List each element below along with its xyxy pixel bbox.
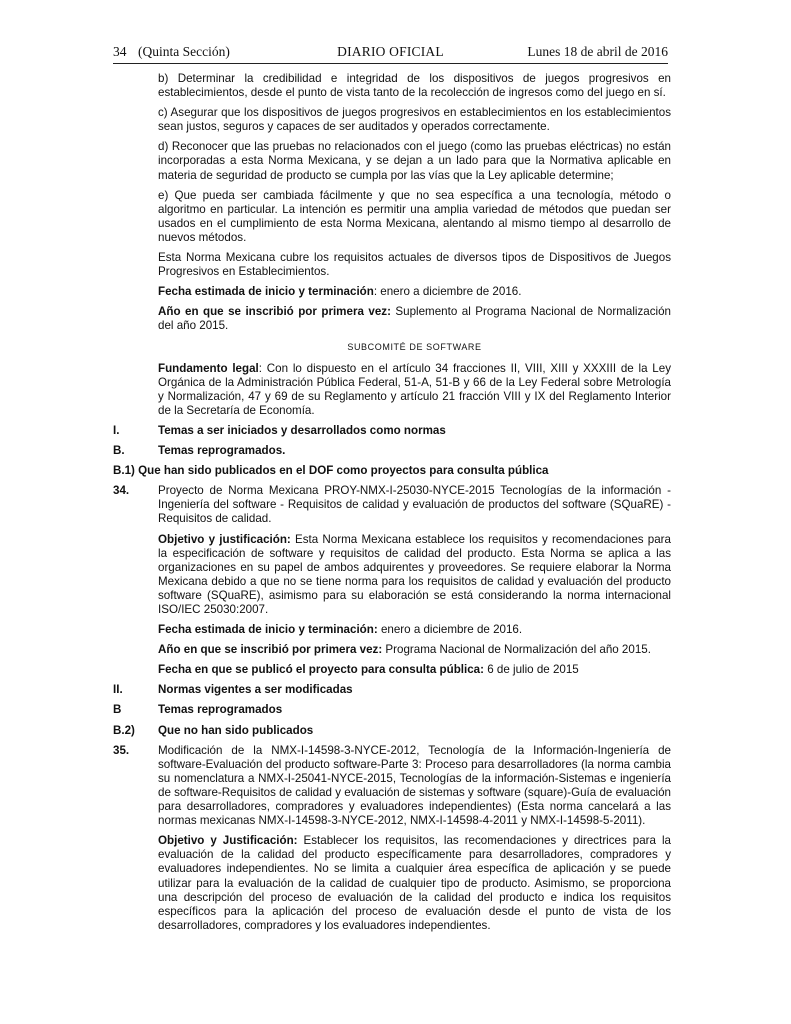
anio-label: Año en que se inscribió por primera vez: xyxy=(158,643,383,657)
section-title: Normas vigentes a ser modificadas xyxy=(158,683,353,697)
item-34 xyxy=(113,484,671,526)
section-b2-heading xyxy=(113,724,671,738)
objetivo-value: Establecer los requisitos, las recomendaciones y directrices para la evaluación de la calidad del producto específicamente para desarrolladores, compradores y evaluadores independientes. No se limita a cualquier área específica de aplicación y se puede utilizar para la evaluación de la calidad de cualquier tipo de producto. Asimismo, se proporciona una descripción del proceso de evaluación de la calidad del producto e indica los requisitos específicos para la aplicación del proceso de evaluación desde el punto de vista de los desarrolladores, compradores y los evaluadores independientes. xyxy=(158,834,671,932)
anio-value: Suplemento al Programa Nacional de Normalización del año 2015. xyxy=(158,305,672,333)
item-number: 35. xyxy=(113,743,130,757)
anio-label: Año en que se inscribió por primera vez: xyxy=(158,305,391,319)
paragraph-anio-inscripcion xyxy=(113,305,671,333)
paragraph-fundamento xyxy=(113,362,671,418)
section-number: B.2) xyxy=(113,723,135,737)
paragraph-publicacion-34 xyxy=(113,663,671,677)
section-number: I. xyxy=(113,423,120,437)
item-title: Modificación de la NMX-I-14598-3-NYCE-2012, Tecnología de la Información-Ingeniería de software-Evaluación del producto software-Parte 3: Proceso para desarrolladores (la norma cambia su nomenclatura a NMX-I-25041-NYCE-2015, Tecnologías de la información-Sistemas e ingeniería de software-Requisitos de calidad y evaluación de sistemas y software (square)-Guía de evaluación para desarrolladores, compradores y evaluadores independientes) (Esta norma cancelará a las normas mexicanas NMX-I-14598-3-NYCE-2012, NMX-I-14598-4-2011 y NMX-I-14598-5-2011). xyxy=(158,743,671,828)
objetivo-label: Objetivo y Justificación: xyxy=(158,834,298,848)
section-number: B. xyxy=(113,444,125,458)
section-title: Temas reprogramados. xyxy=(158,444,286,458)
header-page-number: 34 xyxy=(113,44,127,59)
header-title: DIARIO OFICIAL xyxy=(337,44,444,59)
document-body xyxy=(113,72,671,939)
section-b1-heading: B.1) Que han sido publicados en el DOF como proyectos para consulta pública xyxy=(113,464,549,478)
item-number: 34. xyxy=(113,484,130,498)
section-title: Que no han sido publicados xyxy=(158,723,314,737)
paragraph-b: b) Determinar la credibilidad e integridad de los dispositivos de juegos progresivos en establecimientos, desde el punto de vista tanto de la recolección de ingresos como del juego en sí. xyxy=(158,72,671,100)
paragraph-fecha-34 xyxy=(113,623,671,637)
header-date: Lunes 18 de abril de 2016 xyxy=(527,44,668,59)
fundamento-label: Fundamento legal xyxy=(158,361,259,375)
publicacion-label: Fecha en que se publicó el proyecto para consulta pública: xyxy=(158,663,484,677)
item-35 xyxy=(113,744,671,829)
section-title: Temas reprogramados xyxy=(158,703,283,717)
paragraph-objetivo-34 xyxy=(113,533,671,618)
section-number: II. xyxy=(113,683,123,697)
section-ii-heading xyxy=(113,683,671,697)
item-title: Proyecto de Norma Mexicana PROY-NMX-I-25030-NYCE-2015 Tecnologías de la información - Ingeniería del software - Requisitos de calidad y evaluación de productos del software (SQuaRE) - Requisitos de calidad. xyxy=(158,484,671,526)
fecha-label: Fecha estimada de inicio y terminación: xyxy=(158,623,378,637)
fecha-value: : enero a diciembre de 2016. xyxy=(373,285,522,299)
paragraph-objetivo-35 xyxy=(113,834,671,933)
anio-value: Programa Nacional de Normalización del año 2015. xyxy=(382,643,651,657)
subcommittee-heading: SUBCOMITÉ DE SOFTWARE xyxy=(347,341,482,352)
paragraph-c: c) Asegurar que los dispositivos de juegos progresivos en establecimientos en los establecimientos sean justos, seguros y capaces de ser auditados y operados correctamente. xyxy=(158,106,671,134)
header-section: (Quinta Sección) xyxy=(138,44,230,59)
publicacion-value: 6 de julio de 2015 xyxy=(484,663,579,677)
paragraph-d: d) Reconocer que las pruebas no relacionados con el juego (como las pruebas eléctricas) no están incorporadas a esta Norma Mexicana, y se dejan a un lado para que la Normativa aplicable en materia de seguridad de producto se cumpla por las vías que la Ley aplicable determine; xyxy=(158,140,671,182)
page-header xyxy=(113,44,668,64)
paragraph-scope: Esta Norma Mexicana cubre los requisitos actuales de diversos tipos de Dispositivos de Juegos Progresivos en Establecimientos. xyxy=(158,251,671,279)
objetivo-label: Objetivo y justificación: xyxy=(158,532,291,546)
section-i-heading xyxy=(113,424,671,438)
fecha-value: enero a diciembre de 2016. xyxy=(377,623,523,637)
objetivo-value: Esta Norma Mexicana establece los requisitos y recomendaciones para la especificación de software y requisitos de calidad del producto. Esta Norma se aplica a las organizaciones en su papel de ambos adquirentes y proveedores. Se requiere elaborar la Norma Mexicana debido a que no se tiene norma para los requisitos de calidad y evaluación del producto software (SQuaRE), asimismo para su elaboración se está considerando la norma internacional ISO/IEC 25030:2007. xyxy=(158,532,671,616)
section-b-reprogramados-heading xyxy=(113,703,671,717)
fecha-label: Fecha estimada de inicio y terminación xyxy=(158,285,374,299)
fundamento-value: : Con lo dispuesto en el artículo 34 fracciones II, VIII, XIII y XXXIII de la Ley Orgánica de la Administración Pública Federal, 51-A, 51-B y 66 de la Ley Federal sobre Metrología y Normalización, 47 y 69 de su Reglamento y artículo 21 fracción VIII y IX del Reglamento Interior de la Secretaría de Economía. xyxy=(158,361,671,417)
paragraph-e: e) Que pueda ser cambiada fácilmente y que no sea específica a una tecnología, método o algoritmo en particular. La intención es permitir una amplia variedad de métodos que puedan ser usados en el cumplimiento de esta Norma Mexicana, alentando al mismo tiempo al desarrollo de nuevos métodos. xyxy=(158,188,671,244)
section-title: Temas a ser iniciados y desarrollados como normas xyxy=(158,423,446,437)
paragraph-anio-34 xyxy=(113,643,671,657)
paragraph-fecha-estimada xyxy=(113,285,671,299)
section-b-heading xyxy=(113,444,671,458)
section-number: B xyxy=(113,703,122,717)
header-rule xyxy=(113,63,668,64)
